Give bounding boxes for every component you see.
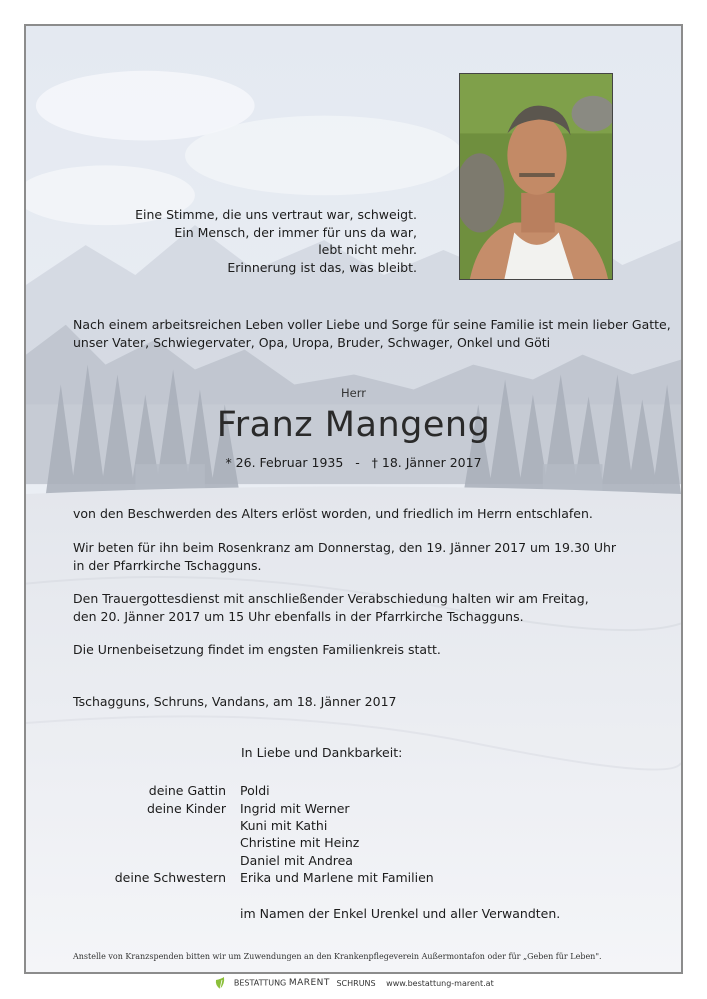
poem-line: Eine Stimme, die uns vertraut war, schweigt. [135, 207, 417, 222]
intro-line: unser Vater, Schwiegervater, Opa, Uropa, Bruder, Schwager, Onkel und Göti [73, 334, 551, 350]
brand-url[interactable]: www.bestattung-marent.at [386, 978, 494, 988]
brand-town: SCHRUNS [336, 978, 376, 988]
urn-burial-text: Die Urnenbeisetzung findet im engsten Familienkreis statt. [73, 642, 441, 657]
family-member: Erika und Marlene mit Familien [240, 870, 434, 885]
service-text [73, 590, 589, 625]
brand-name: MARENT [288, 978, 330, 988]
poem-line: Erinnerung ist das, was bleibt. [227, 259, 417, 275]
rosary-line: in der Pfarrkirche Tschagguns. [73, 557, 262, 573]
family-member: Poldi [240, 783, 270, 798]
family-role: deine Schwestern [114, 870, 226, 885]
donation-footnote: Anstelle von Kranzspenden bitten wir um Zuwendungen an den Krankenpflegeverein Außermontafon oder für „Geben für Leben". [73, 952, 602, 961]
service-line: den 20. Jänner 2017 um 15 Uhr ebenfalls in der Pfarrkirche Tschagguns. [73, 608, 524, 624]
thanks-heading: In Liebe und Dankbarkeit: [241, 745, 403, 760]
family-member: Kuni mit Kathi [240, 818, 328, 833]
brand-prefix: BESTATTUNG [233, 978, 287, 988]
closing-line: im Namen der Enkel Urenkel und aller Verwandten. [240, 906, 561, 921]
intro-line: Nach einem arbeitsreichen Leben voller Liebe und Sorge für seine Familie ist mein lieber Gatte, [73, 317, 671, 332]
leaf-logo-icon [213, 976, 227, 990]
intro-text [73, 316, 671, 351]
rosary-text [73, 539, 616, 574]
poem-line: lebt nicht mehr. [318, 242, 417, 257]
family-role: deine Kinder [146, 801, 226, 816]
family-member: Daniel mit Andrea [240, 853, 353, 868]
rosary-line: Wir beten für ihn beim Rosenkranz am Donnerstag, den 19. Jänner 2017 um 19.30 Uhr [73, 540, 617, 555]
honorific: Herr [341, 386, 366, 400]
place-date: Tschagguns, Schruns, Vandans, am 18. Jänner 2017 [73, 694, 397, 709]
service-line: Den Trauergottesdienst mit anschließender Verabschiedung halten wir am Freitag, [73, 591, 589, 606]
poem-line: Ein Mensch, der immer für uns da war, [174, 224, 417, 240]
poem [135, 206, 417, 276]
family-member: Ingrid mit Werner [240, 801, 350, 816]
family-member: Christine mit Heinz [240, 835, 360, 850]
life-dates: * 26. Februar 1935 - † 18. Jänner 2017 [225, 455, 482, 470]
family-list [26, 778, 683, 938]
deceased-name: Franz Mangeng [216, 405, 491, 445]
family-role: deine Gattin [148, 783, 226, 798]
obituary-card [24, 24, 683, 974]
passing-text: von den Beschwerden des Alters erlöst worden, und friedlich im Herrn entschlafen. [73, 506, 593, 521]
funeral-home-brand [0, 976, 707, 994]
portrait-photo [459, 73, 613, 280]
